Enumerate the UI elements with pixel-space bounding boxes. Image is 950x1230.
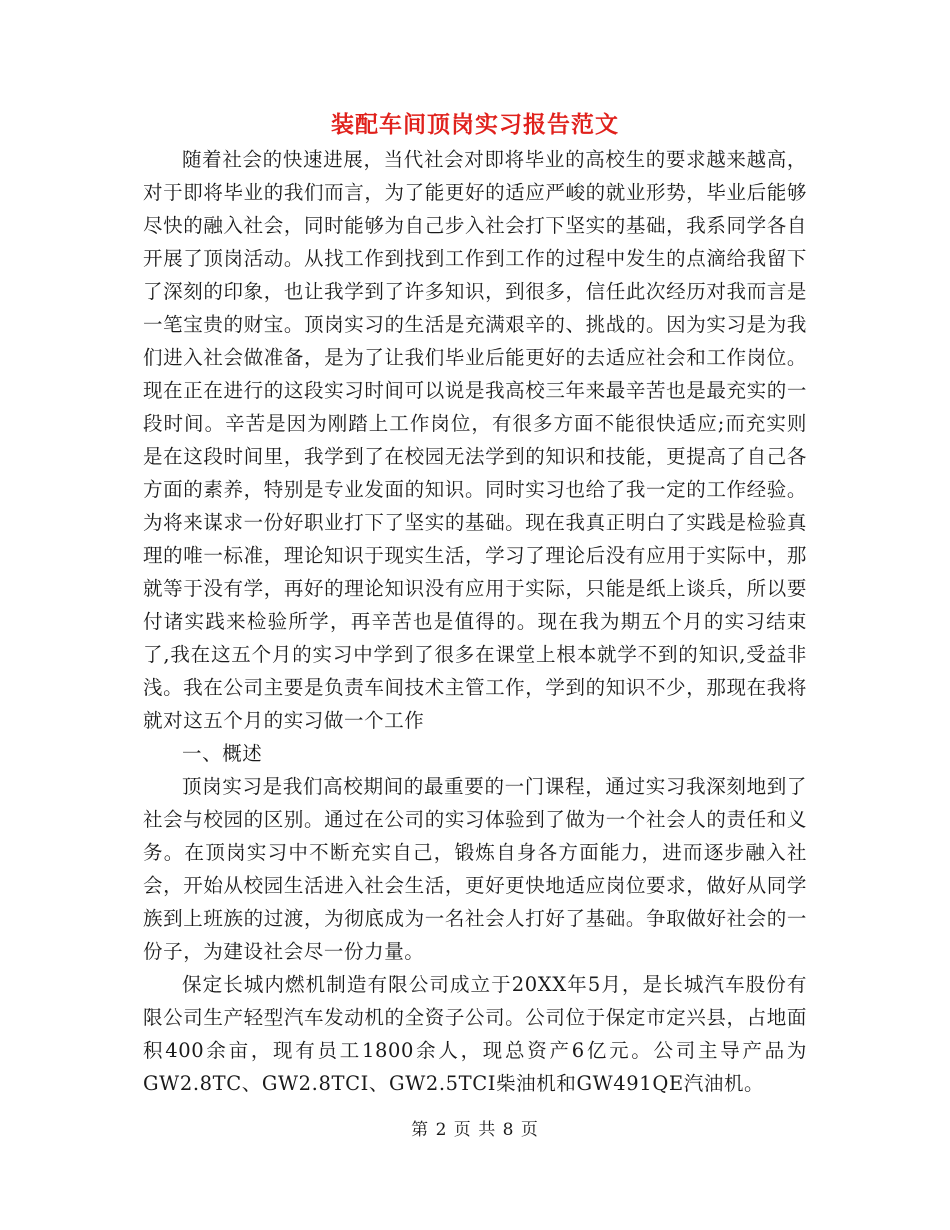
section-heading-overview: 一、概述 <box>182 742 263 765</box>
paragraph-intro: 随着社会的快速进展，当代社会对即将毕业的高校生的要求越来越高，对于即将毕业的我们而言，为了能更好的适应严峻的就业形势，毕业后能够尽快的融入社会，同时能够为自己步入社会打下坚实的基础，我系同学各自开展了顶岗活动。从找工作到找到工作到工作的过程中发生的点滴给我留下了深刻的印象，也让我学到了许多知识，到很多，信任此次经历对我而言是一笔宝贵的财宝。顶岗实习的生活是充满艰辛的、挑战的。因为实习是为我们进入社会做准备，是为了让我们毕业后能更好的去适应社会和工作岗位。现在正在进行的这段实习时间可以说是我高校三年来最辛苦也是最充实的一段时间。辛苦是因为刚踏上工作岗位，有很多方面不能很快适应;而充实则是在这段时间里，我学到了在校园无法学到的知识和技能，更提高了自己各方面的素养，特别是专业发面的知识。同时实习也给了我一定的工作经验。为将来谋求一份好职业打下了坚实的基础。现在我真正明白了实践是检验真理的唯一标准，理论知识于现实生活，学习了理论后没有应用于实际中，那就等于没有学，再好的理论知识没有应用于实际，只能是纸上谈兵，所以要付诸实践来检验所学，再辛苦也是值得的。现在我为期五个月的实习结束了,我在这五个月的实习中学到了很多在课堂上根本就学不到的知识,受益非浅。我在公司主要是负责车间技术主管工作，学到的知识不少，那现在我将就对这五个月的实习做一个工作 <box>143 148 807 732</box>
paragraph-overview: 顶岗实习是我们高校期间的最重要的一门课程，通过实习我深刻地到了社会与校园的区别。通过在公司的实习体验到了做为一个社会人的责任和义务。在顶岗实习中不断充实自己，锻炼自身各方面能力，进而逐步融入社会，开始从校园生活进入社会生活，更好更快地适应岗位要求，做好从同学族到上班族的过渡，为彻底成为一名社会人打好了基础。争取做好社会的一份子，为建设社会尽一份力量。 <box>143 775 807 963</box>
paragraph-company: 保定长城内燃机制造有限公司成立于20XX年5月，是长城汽车股份有限公司生产轻型汽车发动机的全资子公司。公司位于保定市定兴县，占地面积400余亩，现有员工1800余人，现总资产6亿元。公司主导产品为GW2.8TC、GW2.8TCI、GW2.5TCI柴油机和GW491QE汽油机。 <box>143 973 807 1095</box>
document-title: 装配车间顶岗实习报告范文 <box>331 111 619 138</box>
page-footer: 第 2 页 共 8 页 <box>411 1120 539 1140</box>
document-body <box>143 143 807 1100</box>
